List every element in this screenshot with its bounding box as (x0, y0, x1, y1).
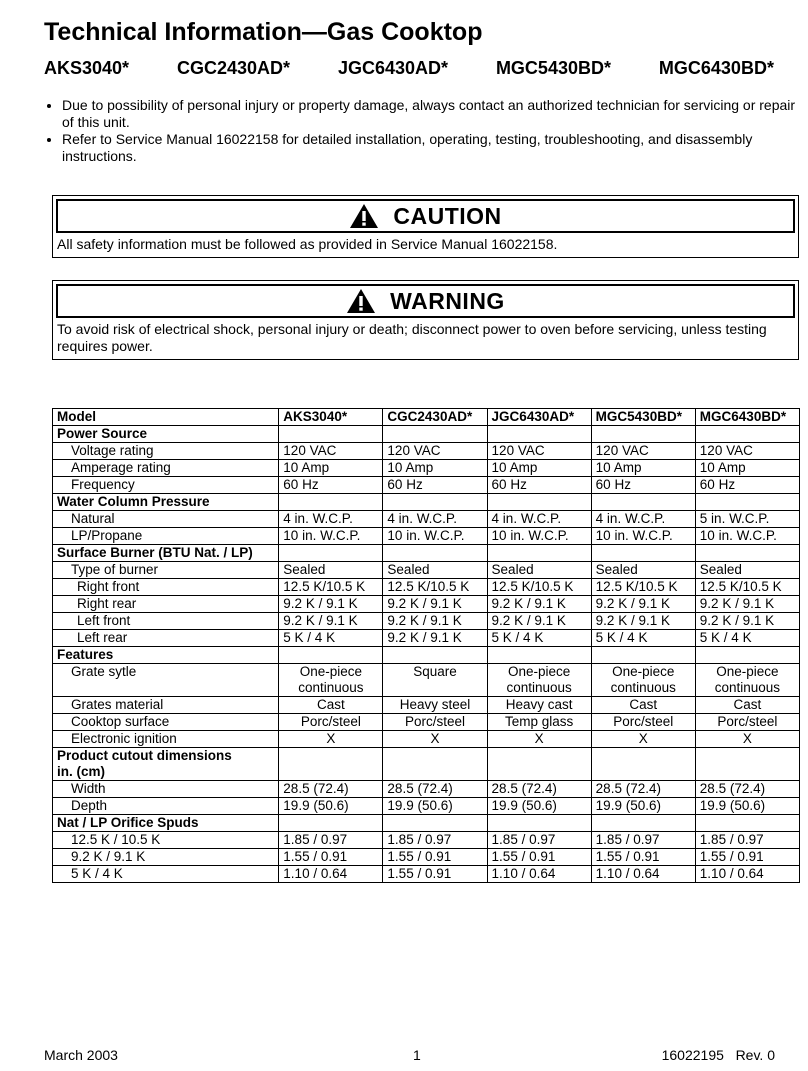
table-cell: 28.5 (72.4) (591, 781, 695, 798)
table-cell: 28.5 (72.4) (487, 781, 591, 798)
table-cell: 60 Hz (279, 477, 383, 494)
table-row (53, 460, 800, 477)
table-cell: 1.55 / 0.91 (279, 849, 383, 866)
row-label: Right rear (53, 596, 279, 613)
table-cell: Heavy steel (383, 697, 487, 714)
table-cell: MGC5430BD* (591, 409, 695, 426)
table-row (53, 613, 800, 630)
model-name: MGC5430BD* (495, 58, 611, 78)
warning-triangle-icon (349, 203, 379, 229)
table-cell: Sealed (383, 562, 487, 579)
row-label: Cooktop surface (53, 714, 279, 731)
table-cell: 120 VAC (591, 443, 695, 460)
warning-box (52, 280, 799, 360)
table-cell: 120 VAC (487, 443, 591, 460)
table-cell: 9.2 K / 9.1 K (487, 613, 591, 630)
table-cell: 60 Hz (383, 477, 487, 494)
model-name: MGC6430BD* (658, 58, 774, 78)
table-cell: 4 in. W.C.P. (591, 511, 695, 528)
row-label: LP/Propane (53, 528, 279, 545)
table-cell: 120 VAC (279, 443, 383, 460)
table-cell: 60 Hz (591, 477, 695, 494)
table-cell: 10 in. W.C.P. (279, 528, 383, 545)
table-row (53, 443, 800, 460)
table-cell: 1.55 / 0.91 (695, 849, 799, 866)
table-cell: 5 K / 4 K (487, 630, 591, 647)
table-cell: Porc/steel (279, 714, 383, 731)
table-cell: Sealed (591, 562, 695, 579)
table-cell: Temp glass (487, 714, 591, 731)
table-cell: 12.5 K/10.5 K (383, 579, 487, 596)
row-label: Left front (53, 613, 279, 630)
section-label: Water Column Pressure (53, 494, 279, 511)
spec-table (52, 408, 800, 883)
table-cell: 28.5 (72.4) (383, 781, 487, 798)
table-cell: Cast (695, 697, 799, 714)
table-cell: 1.85 / 0.97 (279, 832, 383, 849)
section-label: Power Source (53, 426, 279, 443)
table-cell: 9.2 K / 9.1 K (591, 596, 695, 613)
warning-heading: WARNING (390, 287, 505, 314)
table-cell: 19.9 (50.6) (279, 798, 383, 815)
table-cell: 1.55 / 0.91 (487, 849, 591, 866)
table-row (53, 714, 800, 731)
table-cell: Cast (279, 697, 383, 714)
table-cell: Square (383, 664, 487, 697)
row-label: Depth (53, 798, 279, 815)
table-cell: 10 in. W.C.P. (487, 528, 591, 545)
model-name: AKS3040* (44, 58, 130, 78)
table-cell: 28.5 (72.4) (695, 781, 799, 798)
footer-page-number: 1 (413, 1047, 421, 1063)
table-cell: 1.85 / 0.97 (383, 832, 487, 849)
bullet-item: • Refer to Service Manual 16022158 for detailed installation, operating, testing, troubleshooting, and disassembly instructions. (62, 131, 802, 165)
table-cell: One-piece continuous (695, 664, 799, 697)
table-row (53, 866, 800, 883)
caution-text: All safety information must be followed as provided in Service Manual 16022158. (57, 236, 558, 252)
table-row (53, 596, 800, 613)
row-label: Right front (53, 579, 279, 596)
table-cell: 5 K / 4 K (591, 630, 695, 647)
table-cell: Sealed (695, 562, 799, 579)
table-cell: 19.9 (50.6) (695, 798, 799, 815)
row-label: Frequency (53, 477, 279, 494)
table-cell: 9.2 K / 9.1 K (591, 613, 695, 630)
table-cell: 9.2 K / 9.1 K (695, 596, 799, 613)
caution-box (52, 195, 799, 258)
row-label: 9.2 K / 9.1 K (53, 849, 279, 866)
table-cell: 10 Amp (695, 460, 799, 477)
section-row (53, 815, 800, 832)
table-row (53, 781, 800, 798)
table-cell: 10 in. W.C.P. (695, 528, 799, 545)
table-cell: 10 Amp (279, 460, 383, 477)
row-label: Natural (53, 511, 279, 528)
table-row (53, 849, 800, 866)
footer-date: March 2003 (44, 1047, 118, 1063)
section-row (53, 748, 800, 781)
table-cell: 1.85 / 0.97 (591, 832, 695, 849)
section-label: Features (53, 647, 279, 664)
table-row (53, 528, 800, 545)
table-cell: CGC2430AD* (383, 409, 487, 426)
table-row (53, 562, 800, 579)
row-label: Width (53, 781, 279, 798)
table-cell: Heavy cast (487, 697, 591, 714)
table-cell: 1.55 / 0.91 (591, 849, 695, 866)
table-cell: 9.2 K / 9.1 K (383, 630, 487, 647)
table-cell: 1.10 / 0.64 (591, 866, 695, 883)
table-cell: 120 VAC (695, 443, 799, 460)
table-cell: 5 K / 4 K (695, 630, 799, 647)
table-cell: 9.2 K / 9.1 K (487, 596, 591, 613)
row-label: Left rear (53, 630, 279, 647)
table-cell: 1.85 / 0.97 (695, 832, 799, 849)
table-cell: Sealed (487, 562, 591, 579)
warning-header (56, 284, 795, 318)
section-label: Surface Burner (BTU Nat. / LP) (53, 545, 279, 562)
table-row (53, 630, 800, 647)
table-cell: One-piece continuous (591, 664, 695, 697)
table-cell: X (279, 731, 383, 748)
table-cell: 5 in. W.C.P. (695, 511, 799, 528)
warning-text: To avoid risk of electrical shock, personal injury or death; disconnect power to oven before servicing, unless testing requires power. (57, 321, 767, 354)
table-cell: 1.85 / 0.97 (487, 832, 591, 849)
section-label-line: Product cutout dimensions (57, 748, 232, 763)
table-row (53, 511, 800, 528)
table-cell: 1.55 / 0.91 (383, 866, 487, 883)
table-row (53, 832, 800, 849)
table-cell: 60 Hz (487, 477, 591, 494)
table-header-row (53, 409, 800, 426)
table-row (53, 579, 800, 596)
model-list (44, 58, 774, 79)
table-row (53, 697, 800, 714)
table-cell: 5 K / 4 K (279, 630, 383, 647)
table-cell: X (695, 731, 799, 748)
table-cell: Porc/steel (591, 714, 695, 731)
table-cell: 4 in. W.C.P. (487, 511, 591, 528)
table-cell: AKS3040* (279, 409, 383, 426)
table-cell: 12.5 K/10.5 K (487, 579, 591, 596)
table-cell: 1.10 / 0.64 (279, 866, 383, 883)
row-label: Type of burner (53, 562, 279, 579)
table-cell: Sealed (279, 562, 383, 579)
caution-header (56, 199, 795, 233)
section-label (53, 748, 279, 781)
table-cell: One-piece continuous (279, 664, 383, 697)
table-cell: 9.2 K / 9.1 K (695, 613, 799, 630)
table-cell: 10 Amp (383, 460, 487, 477)
table-cell: JGC6430AD* (487, 409, 591, 426)
section-row (53, 545, 800, 562)
row-label: Electronic ignition (53, 731, 279, 748)
caution-heading: CAUTION (393, 202, 502, 229)
table-cell: 10 in. W.C.P. (383, 528, 487, 545)
model-name: CGC2430AD* (176, 58, 291, 78)
table-cell: 19.9 (50.6) (591, 798, 695, 815)
table-cell: Porc/steel (695, 714, 799, 731)
table-cell: X (383, 731, 487, 748)
table-cell: 9.2 K / 9.1 K (279, 613, 383, 630)
table-cell: Porc/steel (383, 714, 487, 731)
table-cell: 19.9 (50.6) (487, 798, 591, 815)
table-cell: 1.55 / 0.91 (383, 849, 487, 866)
table-cell: 10 Amp (591, 460, 695, 477)
row-label: Grate sytle (53, 664, 279, 697)
section-row (53, 494, 800, 511)
row-label: Grates material (53, 697, 279, 714)
footer-doc-number: 16022195 Rev. 0 (661, 1047, 775, 1063)
table-cell: X (591, 731, 695, 748)
table-cell: 4 in. W.C.P. (383, 511, 487, 528)
table-cell: 12.5 K/10.5 K (591, 579, 695, 596)
table-cell: 1.10 / 0.64 (487, 866, 591, 883)
row-label: 5 K / 4 K (53, 866, 279, 883)
section-label: Nat / LP Orifice Spuds (53, 815, 279, 832)
row-label: Amperage rating (53, 460, 279, 477)
model-name: JGC6430AD* (337, 58, 449, 78)
section-label-line: in. (cm) (57, 764, 106, 779)
table-cell: 12.5 K/10.5 K (279, 579, 383, 596)
table-cell: 12.5 K/10.5 K (695, 579, 799, 596)
table-row (53, 664, 800, 697)
table-cell: 9.2 K / 9.1 K (279, 596, 383, 613)
section-row (53, 647, 800, 664)
table-cell: X (487, 731, 591, 748)
table-cell: 19.9 (50.6) (383, 798, 487, 815)
page-title: Technical Information—Gas Cooktop (44, 18, 483, 46)
table-cell: Model (53, 409, 279, 426)
table-cell: 9.2 K / 9.1 K (383, 613, 487, 630)
table-cell: One-piece continuous (487, 664, 591, 697)
table-row (53, 798, 800, 815)
table-cell: Cast (591, 697, 695, 714)
table-cell: 28.5 (72.4) (279, 781, 383, 798)
table-cell: MGC6430BD* (695, 409, 799, 426)
row-label: Voltage rating (53, 443, 279, 460)
table-cell: 60 Hz (695, 477, 799, 494)
table-cell: 10 in. W.C.P. (591, 528, 695, 545)
warning-triangle-icon (346, 288, 376, 314)
table-row (53, 731, 800, 748)
table-cell: 120 VAC (383, 443, 487, 460)
table-row (53, 477, 800, 494)
section-row (53, 426, 800, 443)
table-cell: 10 Amp (487, 460, 591, 477)
table-cell: 1.10 / 0.64 (695, 866, 799, 883)
row-label: 12.5 K / 10.5 K (53, 832, 279, 849)
safety-bullets (44, 97, 802, 165)
table-cell: 9.2 K / 9.1 K (383, 596, 487, 613)
bullet-item: • Due to possibility of personal injury or property damage, always contact an authorized technician for servicing or repair of this unit. (62, 97, 802, 131)
table-cell: 4 in. W.C.P. (279, 511, 383, 528)
